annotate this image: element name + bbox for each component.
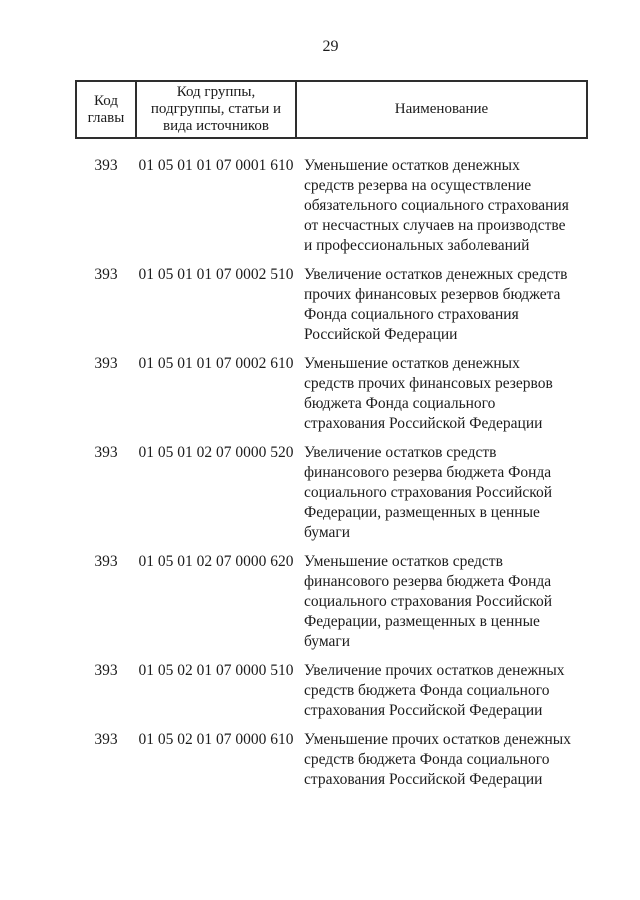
source-code-cell: 01 05 01 01 07 0002 510: [138, 266, 294, 283]
chapter-code-cell: 393: [94, 553, 118, 570]
table-row: [76, 543, 587, 652]
table-row: [76, 256, 587, 345]
source-code-cell: 01 05 01 01 07 0001 610: [138, 157, 294, 174]
source-code-cell: 01 05 01 02 07 0000 520: [138, 444, 294, 461]
source-code-cell: 01 05 02 01 07 0000 510: [138, 662, 294, 679]
chapter-code-cell: 393: [94, 662, 118, 679]
table-row: [76, 721, 587, 790]
name-cell: Уменьшение прочих остатков денежных средств бюджета Фонда социального страхования Российской Федерации: [304, 731, 571, 788]
chapter-code-cell: 393: [94, 444, 118, 461]
table-header-row: [76, 81, 587, 138]
name-cell: Увеличение остатков денежных средств прочих финансовых резервов бюджета Фонда социального страхования Российской Федерации: [304, 266, 568, 343]
name-cell: Уменьшение остатков денежных средств резерва на осуществление обязательного социального страхования от несчастных случаев на производстве и профессиональных заболеваний: [304, 157, 569, 254]
table-body: [76, 138, 587, 790]
table-row: [76, 345, 587, 434]
header-source-code: Код группы, подгруппы, статьи и вида источников: [136, 81, 296, 138]
table-row: [76, 138, 587, 256]
chapter-code-cell: 393: [94, 731, 118, 748]
source-code-cell: 01 05 01 02 07 0000 620: [138, 553, 294, 570]
budget-codes-table: [75, 80, 588, 790]
header-chapter-code: Код главы: [76, 81, 136, 138]
name-cell: Увеличение прочих остатков денежных средств бюджета Фонда социального страхования Российской Федерации: [304, 662, 565, 719]
chapter-code-cell: 393: [94, 266, 118, 283]
chapter-code-cell: 393: [94, 157, 118, 174]
source-code-cell: 01 05 01 01 07 0002 610: [138, 355, 294, 372]
table-header: [76, 81, 587, 138]
header-name: Наименование: [296, 81, 587, 138]
table-row: [76, 652, 587, 721]
table-row: [76, 434, 587, 543]
chapter-code-cell: 393: [94, 355, 118, 372]
source-code-cell: 01 05 02 01 07 0000 610: [138, 731, 294, 748]
name-cell: Увеличение остатков средств финансового резерва бюджета Фонда социального страхования Российской Федерации, размещенных в ценные бумаги: [304, 444, 553, 541]
name-cell: Уменьшение остатков средств финансового резерва бюджета Фонда социального страхования Российской Федерации, размещенных в ценные бумаги: [304, 553, 553, 650]
name-cell: Уменьшение остатков денежных средств прочих финансовых резервов бюджета Фонда социального страхования Российской Федерации: [304, 355, 553, 432]
page-number: 29: [322, 38, 339, 55]
